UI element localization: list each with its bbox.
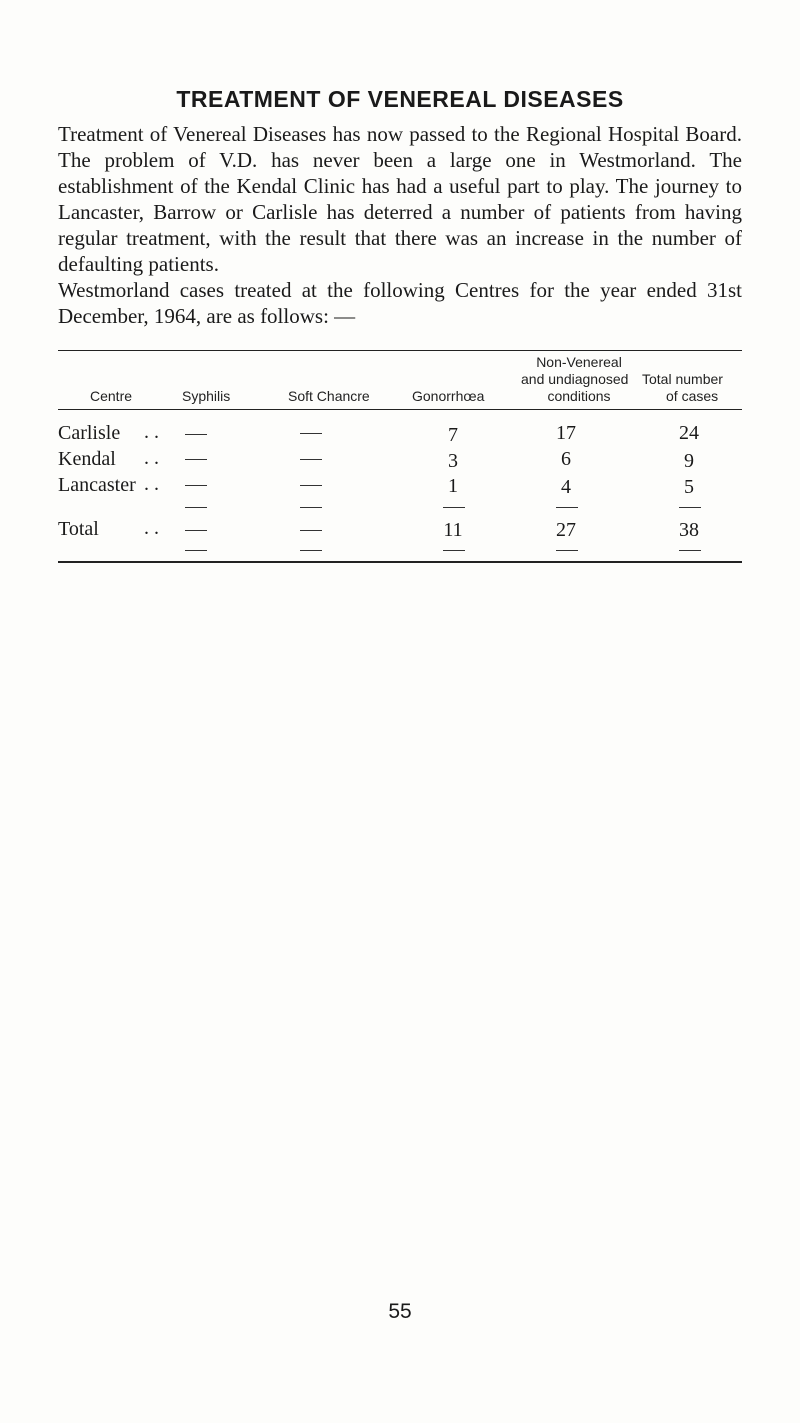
row-lancaster-total: 5 (684, 476, 694, 498)
header-non-venereal-line2: and undiagnosed (521, 371, 629, 387)
sum-tick-syphilis-bottom (185, 550, 207, 551)
header-non-venereal-line3: conditions (547, 388, 611, 404)
row-lancaster-gonorrhoea: 1 (448, 475, 458, 497)
intro-paragraph: Treatment of Venereal Diseases has now passed to the Regional Hospital Board. The problem of V.D. has never been a large one in Westmorland. The establishment of the Kendal Clinic has had a useful part to play. The journey to Lancaster, Barrow or Carlisle has deterred a number of patients from having regular treatment, with the result that there was an increase in the number of defaulting patients. (58, 122, 742, 276)
row-carlisle-syphilis-dash (185, 434, 207, 435)
row-kendal-total: 9 (684, 450, 694, 472)
row-total-non-venereal: 27 (556, 519, 576, 541)
sum-tick-total-top (679, 507, 701, 508)
row-kendal-syphilis-dash (185, 459, 207, 460)
sum-tick-gonorrhoea-top (443, 507, 465, 508)
row-total-centre: Total (58, 518, 99, 540)
row-kendal-non-venereal: 6 (561, 448, 571, 470)
header-total-line1: Total number (642, 371, 723, 387)
row-total-soft-chancre-dash (300, 530, 322, 531)
sum-tick-gonorrhoea-bottom (443, 550, 465, 551)
row-total-leader: . . (144, 517, 159, 539)
row-lancaster-leader: . . (144, 473, 159, 495)
table-bottom-rule (58, 561, 742, 563)
page-number: 55 (388, 1300, 412, 1323)
row-total-gonorrhoea: 11 (443, 519, 463, 541)
row-lancaster-soft-chancre-dash (300, 485, 322, 486)
table-top-rule (58, 350, 742, 351)
row-total-total: 38 (679, 519, 699, 541)
sum-tick-syphilis-top (185, 507, 207, 508)
header-total-line2: of cases (666, 388, 719, 404)
sum-tick-soft-chancre-top (300, 507, 322, 508)
row-total-syphilis-dash (185, 530, 207, 531)
sum-tick-total-bottom (679, 550, 701, 551)
sum-tick-soft-chancre-bottom (300, 550, 322, 551)
header-bottom-rule (58, 409, 742, 410)
row-kendal-soft-chancre-dash (300, 459, 322, 460)
row-lancaster-centre: Lancaster (58, 474, 136, 496)
row-lancaster-non-venereal: 4 (561, 476, 571, 498)
row-carlisle-leader: . . (144, 421, 159, 443)
row-kendal-leader: . . (144, 447, 159, 469)
page-title: TREATMENT OF VENEREAL DISEASES (176, 86, 624, 112)
row-carlisle-gonorrhoea: 7 (448, 424, 458, 446)
row-carlisle-non-venereal: 17 (556, 422, 576, 444)
row-kendal-gonorrhoea: 3 (448, 450, 458, 472)
row-kendal-centre: Kendal (58, 448, 116, 470)
row-lancaster-syphilis-dash (185, 485, 207, 486)
header-centre: Centre (90, 388, 133, 404)
row-carlisle-centre: Carlisle (58, 422, 121, 444)
header-gonorrhoea: Gonorrhœa (412, 388, 485, 404)
header-non-venereal-line1: Non-Venereal (536, 354, 622, 370)
sum-tick-non-venereal-top (556, 507, 578, 508)
header-soft-chancre: Soft Chancre (288, 388, 370, 404)
table-intro-paragraph: Westmorland cases treated at the following Centres for the year ended 31st December, 1964, are as follows: — (58, 278, 742, 328)
header-syphilis: Syphilis (182, 388, 231, 404)
row-carlisle-soft-chancre-dash (300, 433, 322, 434)
sum-tick-non-venereal-bottom (556, 550, 578, 551)
row-carlisle-total: 24 (679, 422, 699, 444)
